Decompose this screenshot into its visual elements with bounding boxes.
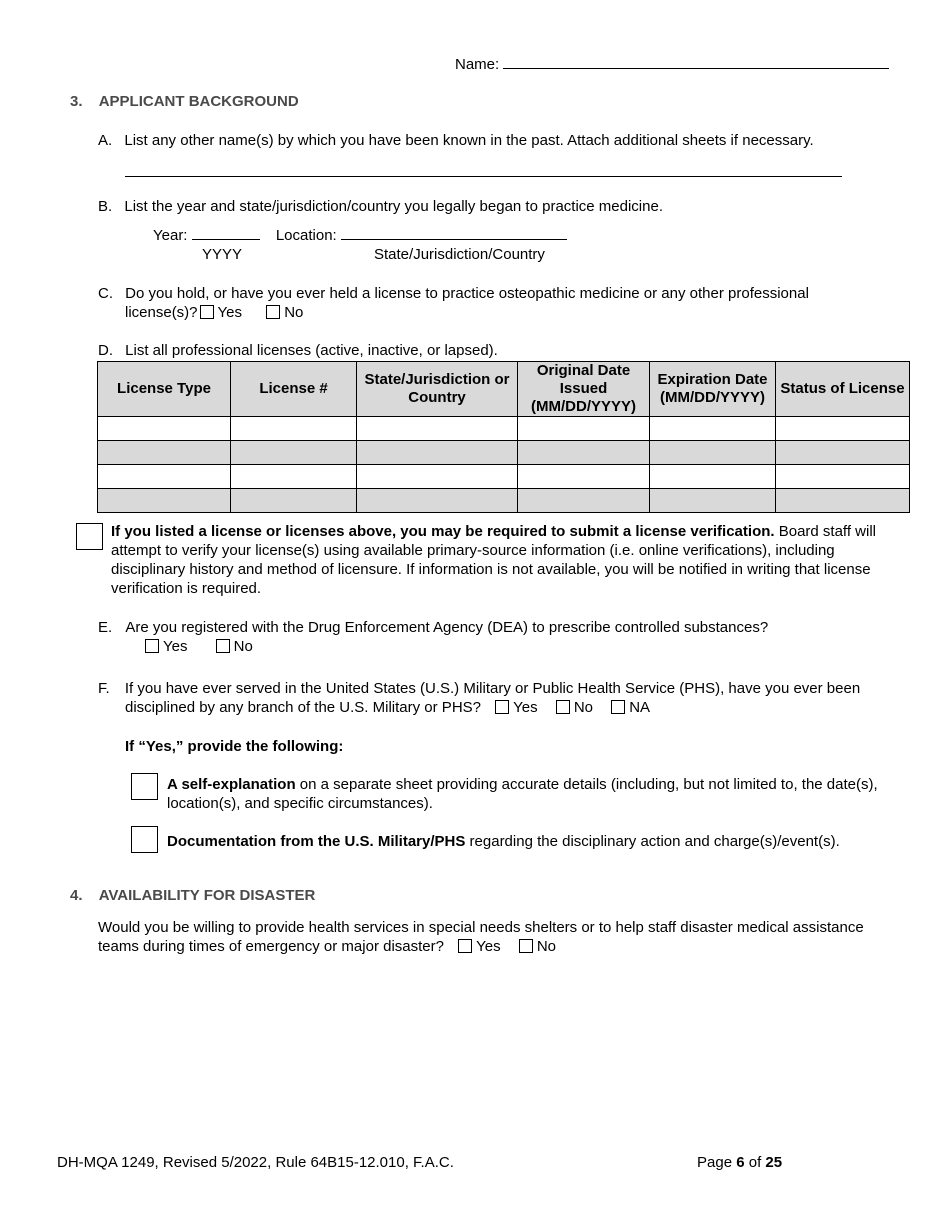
question-e-options xyxy=(145,638,253,655)
table-cell[interactable] xyxy=(776,441,910,465)
section-3-heading xyxy=(70,93,299,110)
table-cell[interactable] xyxy=(650,417,776,441)
question-b xyxy=(98,198,663,215)
question-c-line2 xyxy=(125,304,303,321)
section-4-text-line2: teams during times of emergency or major disaster? xyxy=(98,938,444,955)
table-cell[interactable] xyxy=(98,417,231,441)
self-explanation-text: on a separate sheet providing accurate details (including, but not limited to, the date(s), location(s), and specific circumstances). xyxy=(167,776,878,812)
section-4-heading xyxy=(70,887,315,904)
question-c-yes-checkbox[interactable] xyxy=(200,305,214,319)
license-table-header xyxy=(98,362,910,417)
license-verification-checkbox[interactable] xyxy=(76,523,103,550)
col-expiration-date: Expiration Date (MM/DD/YYYY) xyxy=(650,362,776,417)
col-status: Status of License xyxy=(776,362,910,417)
name-input[interactable] xyxy=(503,68,889,69)
question-a xyxy=(98,132,814,149)
question-c-letter: C. xyxy=(98,285,113,302)
question-c-yes-label: Yes xyxy=(217,304,243,321)
question-d-text: List all professional licenses (active, inactive, or lapsed). xyxy=(125,342,498,359)
table-cell[interactable] xyxy=(98,465,231,489)
question-c-text-line2: license(s)? xyxy=(125,304,198,321)
question-f-text-line1: If you have ever served in the United States (U.S.) Military or Public Health Service (PHS), have you ever been xyxy=(124,680,861,697)
table-cell[interactable] xyxy=(776,489,910,513)
self-explanation-bold: A self-explanation xyxy=(167,776,296,793)
question-f-no-checkbox[interactable] xyxy=(556,700,570,714)
military-documentation-item xyxy=(167,832,907,851)
question-d xyxy=(98,342,498,359)
col-original-date: Original Date Issued (MM/DD/YYYY) xyxy=(518,362,650,417)
military-documentation-checkbox[interactable] xyxy=(131,826,158,853)
section-3-number: 3. xyxy=(70,93,83,110)
page-number xyxy=(697,1154,782,1171)
question-e-text: Are you registered with the Drug Enforcement Agency (DEA) to prescribe controlled substances? xyxy=(125,619,769,636)
question-f-yes-checkbox[interactable] xyxy=(495,700,509,714)
name-field-row xyxy=(455,56,889,73)
question-f-na-label: NA xyxy=(629,699,651,716)
self-explanation-item xyxy=(167,775,887,813)
table-cell[interactable] xyxy=(98,489,231,513)
page-current: 6 xyxy=(736,1154,745,1171)
question-c-line1 xyxy=(98,285,809,302)
table-cell[interactable] xyxy=(357,417,518,441)
question-c-no-checkbox[interactable] xyxy=(266,305,280,319)
table-cell[interactable] xyxy=(98,441,231,465)
table-cell[interactable] xyxy=(650,465,776,489)
question-f-text-line2: disciplined by any branch of the U.S. Military or PHS? xyxy=(125,699,481,716)
location-input[interactable] xyxy=(341,239,567,240)
col-license-number: License # xyxy=(231,362,357,417)
section-4-yes-checkbox[interactable] xyxy=(458,939,472,953)
page-of: of xyxy=(748,1154,762,1171)
section-4-line2 xyxy=(98,938,556,955)
question-e-yes-label: Yes xyxy=(163,638,188,655)
table-cell[interactable] xyxy=(650,489,776,513)
table-row xyxy=(98,489,910,513)
table-cell[interactable] xyxy=(518,489,650,513)
license-verification-notice xyxy=(111,522,901,598)
table-cell[interactable] xyxy=(776,417,910,441)
question-f-line1 xyxy=(98,680,860,697)
table-cell[interactable] xyxy=(231,441,357,465)
section-4-number: 4. xyxy=(70,887,83,904)
question-e xyxy=(98,619,768,636)
question-a-text: List any other name(s) by which you have been known in the past. Attach additional sheets if necessary. xyxy=(124,132,814,149)
year-location-row xyxy=(153,227,567,244)
table-row xyxy=(98,417,910,441)
question-e-letter: E. xyxy=(98,619,113,636)
year-hint: YYYY xyxy=(202,246,243,263)
table-cell[interactable] xyxy=(776,465,910,489)
question-e-no-label: No xyxy=(233,638,253,655)
verification-bold: If you listed a license or licenses above, you may be required to submit a license verification. xyxy=(111,523,775,540)
verification-text: Board staff will attempt to verify your license(s) using available primary-source information (i.e. online verifications), including disciplinary history and method of licensure. If information is not available, you will be notified in writing that license verification is required. xyxy=(111,523,876,597)
question-f-line2 xyxy=(125,699,650,716)
license-table xyxy=(97,361,910,513)
military-documentation-text: regarding the disciplinary action and charge(s)/event(s). xyxy=(465,833,840,850)
table-row xyxy=(98,441,910,465)
page-word: Page xyxy=(697,1154,733,1171)
section-4-no-label: No xyxy=(536,938,556,955)
section-4-no-checkbox[interactable] xyxy=(519,939,533,953)
section-3-title: APPLICANT BACKGROUND xyxy=(98,93,299,110)
page-total: 25 xyxy=(765,1154,783,1171)
question-f-no-label: No xyxy=(573,699,594,716)
table-cell[interactable] xyxy=(357,489,518,513)
table-cell[interactable] xyxy=(650,441,776,465)
table-cell[interactable] xyxy=(231,489,357,513)
question-f-na-checkbox[interactable] xyxy=(611,700,625,714)
year-input[interactable] xyxy=(192,239,260,240)
table-cell[interactable] xyxy=(518,441,650,465)
self-explanation-checkbox[interactable] xyxy=(131,773,158,800)
section-4-title: AVAILABILITY FOR DISASTER xyxy=(98,887,316,904)
question-b-letter: B. xyxy=(98,198,113,215)
table-row xyxy=(98,465,910,489)
table-cell[interactable] xyxy=(357,465,518,489)
name-label: Name: xyxy=(455,56,500,73)
col-state: State/Jurisdiction or Country xyxy=(357,362,518,417)
question-e-no-checkbox[interactable] xyxy=(216,639,230,653)
table-cell[interactable] xyxy=(518,465,650,489)
other-names-input[interactable] xyxy=(125,176,842,177)
question-a-letter: A. xyxy=(98,132,113,149)
question-f-yes-label: Yes xyxy=(513,699,538,716)
year-label: Year: xyxy=(153,227,188,244)
question-f-letter: F. xyxy=(98,680,110,697)
col-license-type: License Type xyxy=(98,362,231,417)
table-cell[interactable] xyxy=(357,441,518,465)
table-cell[interactable] xyxy=(518,417,650,441)
table-cell[interactable] xyxy=(231,465,357,489)
military-documentation-bold: Documentation from the U.S. Military/PHS xyxy=(167,833,466,850)
table-cell[interactable] xyxy=(231,417,357,441)
question-d-letter: D. xyxy=(98,342,113,359)
location-hint: State/Jurisdiction/Country xyxy=(374,246,545,263)
section-4-text-line1: Would you be willing to provide health services in special needs shelters or to help staff disaster medical assistance xyxy=(98,919,864,936)
question-e-yes-checkbox[interactable] xyxy=(145,639,159,653)
form-id: DH-MQA 1249, Revised 5/2022, Rule 64B15-12.010, F.A.C. xyxy=(57,1154,454,1171)
question-c-no-label: No xyxy=(284,304,304,321)
question-c-text-line1: Do you hold, or have you ever held a license to practice osteopathic medicine or any other professional xyxy=(125,285,809,302)
question-b-text: List the year and state/jurisdiction/country you legally began to practice medicine. xyxy=(124,198,663,215)
location-label: Location: xyxy=(275,227,337,244)
section-4-yes-label: Yes xyxy=(476,938,501,955)
if-yes-heading: If “Yes,” provide the following: xyxy=(125,738,344,755)
